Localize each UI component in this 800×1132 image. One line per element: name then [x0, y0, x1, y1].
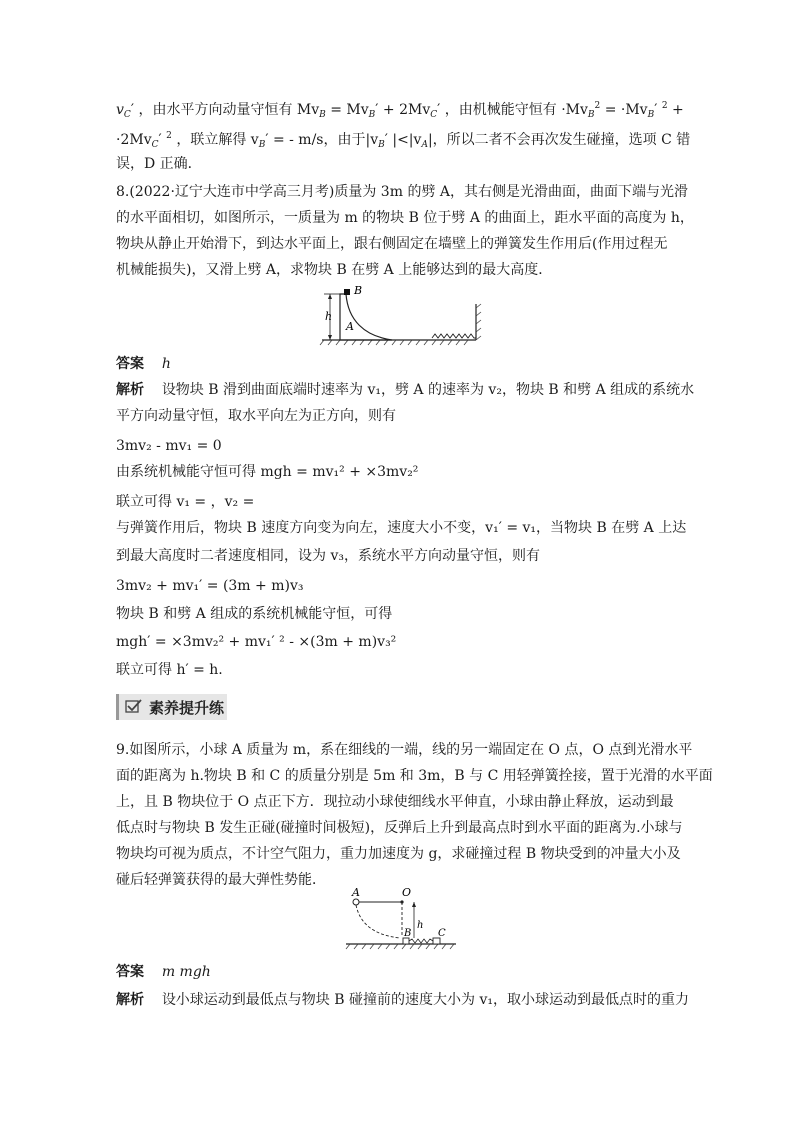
text-span: C	[430, 110, 438, 120]
text-span: ′	[158, 132, 167, 148]
problem-9-line-3: 上，且 B 物块位于 O 点正下方．现拉动小球使细线水平伸直，小球由静止释放，运动到最	[116, 794, 674, 810]
text-span: ′ ，由水平方向动量守恒有 Mv	[130, 102, 320, 118]
text-span: C	[151, 140, 159, 150]
answer-9	[116, 962, 211, 982]
text-span: 2	[594, 101, 601, 111]
text-span: = Mv	[325, 102, 369, 118]
text-span: ′ |<|v	[384, 132, 422, 148]
text-span: ′ = - m/s，由于|v	[265, 132, 379, 148]
solution-8-line-9: 物块 B 和劈 A 组成的系统机械能守恒，可得	[116, 606, 393, 622]
text-span: A	[421, 140, 428, 150]
text-span: B	[368, 110, 376, 120]
wedge-figure	[316, 282, 486, 346]
equation-energy-1: 由系统机械能守恒可得 mgh = mv₁² + ×3mv₂²	[116, 464, 419, 480]
text-span: 设物块 B 滑到曲面底端时速率为 v₁，劈 A 的速率为 v₂，物块 B 和劈 A 组成的系统水	[161, 382, 695, 398]
problem-9-line-4: 低点时与物块 B 发生正碰(碰撞时间极短)，反弹后上升到最高点时到水平面的距离为.小球与	[116, 820, 683, 836]
text-span: ，联立解得 v	[171, 132, 259, 148]
label-B: B	[404, 928, 412, 939]
solution-8-line-2: 平方向动量守恒，取水平向左为正方向，则有	[116, 408, 396, 424]
text-span: B	[258, 140, 266, 150]
text-span: B	[647, 110, 655, 120]
text-span: B	[319, 110, 326, 120]
label-O: O	[402, 886, 412, 899]
text-span: ·2Mv	[116, 132, 152, 148]
text-span: +	[667, 102, 684, 118]
text-span: |，所以二者不会再次发生碰撞，选项 C 错	[427, 132, 691, 148]
equation-momentum-1: 3mv₂ - mv₁ = 0	[116, 438, 222, 454]
text-line-2	[116, 126, 690, 155]
problem-9-line-1: 9.如图所示，小球 A 质量为 m，系在细线的一端，线的另一端固定在 O 点，O 点到光滑水平	[116, 742, 693, 758]
answer-8	[116, 354, 171, 374]
equation-energy-2: mgh′ = ×3mv₂² + mv₁′ ² - ×(3m + m)v₃²	[116, 634, 397, 650]
section-banner	[116, 694, 227, 720]
solution-8-line-1	[116, 380, 694, 400]
problem-9-line-2: 面的距离为 h.物块 B 和 C 的质量分别是 5m 和 3m，B 与 C 用轻弹簧拴接，置于光滑的水平面	[116, 768, 713, 784]
pendulum-figure	[344, 886, 464, 952]
solution-8-line-7: 到最大高度时二者速度相同，设为 v₃，系统水平方向动量守恒，则有	[116, 548, 540, 564]
equation-momentum-2: 3mv₂ + mv₁′ = (3m + m)v₃	[116, 578, 304, 594]
text-line-1	[116, 96, 684, 125]
problem-8-line-2: 的水平面相切，如图所示，一质量为 m 的物块 B 位于劈 A 的曲面上，距水平面的高度为 h，	[116, 210, 694, 226]
text-span: 2	[661, 101, 668, 111]
problem-8-line-1: 8.(2022·辽宁大连市中学高三月考)质量为 3m 的劈 A，其右侧是光滑曲面，曲面下端与光滑	[116, 184, 689, 200]
section-title: 素养提升练	[149, 699, 225, 717]
label-B: B	[354, 284, 363, 297]
solution-8-line-6: 与弹簧作用后，物块 B 速度方向变为向左，速度大小不变，v₁′ = v₁，当物块 B 在劈 A 上达	[116, 520, 687, 536]
answer-value: m mgh	[161, 964, 211, 980]
answer-label: 答案	[116, 964, 144, 980]
text-span: 设小球运动到最低点与物块 B 碰撞前的速度大小为 v₁，取小球运动到最低点时的重力	[161, 992, 689, 1008]
problem-8-line-4: 机械能损失)，又滑上劈 A，求物块 B 在劈 A 上能够达到的最大高度．	[116, 262, 553, 278]
text-span: 2	[166, 131, 172, 141]
answer-value: h	[161, 356, 171, 372]
label-h: h	[325, 310, 333, 323]
text-span: B	[587, 110, 595, 120]
text-span: C	[123, 110, 131, 120]
text-span: = ·Mv	[600, 102, 648, 118]
solution-label: 解析	[116, 992, 144, 1008]
text-span: ′ ，由机械能守恒有 ·Mv	[437, 102, 588, 118]
text-span: ′	[654, 102, 662, 118]
text-span: ′ + 2Mv	[375, 102, 431, 118]
label-C: C	[438, 928, 446, 939]
label-A: A	[346, 320, 354, 333]
label-h: h	[417, 920, 424, 931]
problem-9-line-5: 物块均可视为质点，不计空气阻力，重力加速度为 g，求碰撞过程 B 物块受到的冲量大小及	[116, 846, 681, 862]
problem-8-line-3: 物块从静止开始滑下，到达水平面上，跟右侧固定在墙壁上的弹簧发生作用后(作用过程无	[116, 236, 668, 252]
checkbox-icon	[125, 698, 143, 714]
equation-velocities: 联立可得 v₁ = ，v₂ =	[116, 494, 255, 510]
solution-8-result: 联立可得 h′ = h.	[116, 662, 223, 678]
answer-label: 答案	[116, 356, 144, 372]
problem-9-line-6: 碰后轻弹簧获得的最大弹性势能．	[116, 872, 326, 888]
solution-label: 解析	[116, 382, 144, 398]
text-span: v	[116, 102, 124, 118]
label-A: A	[352, 886, 360, 899]
text-span: B	[378, 140, 385, 150]
text-line-3: 误，D 正确．	[116, 156, 202, 172]
solution-9-line-1	[116, 990, 689, 1010]
